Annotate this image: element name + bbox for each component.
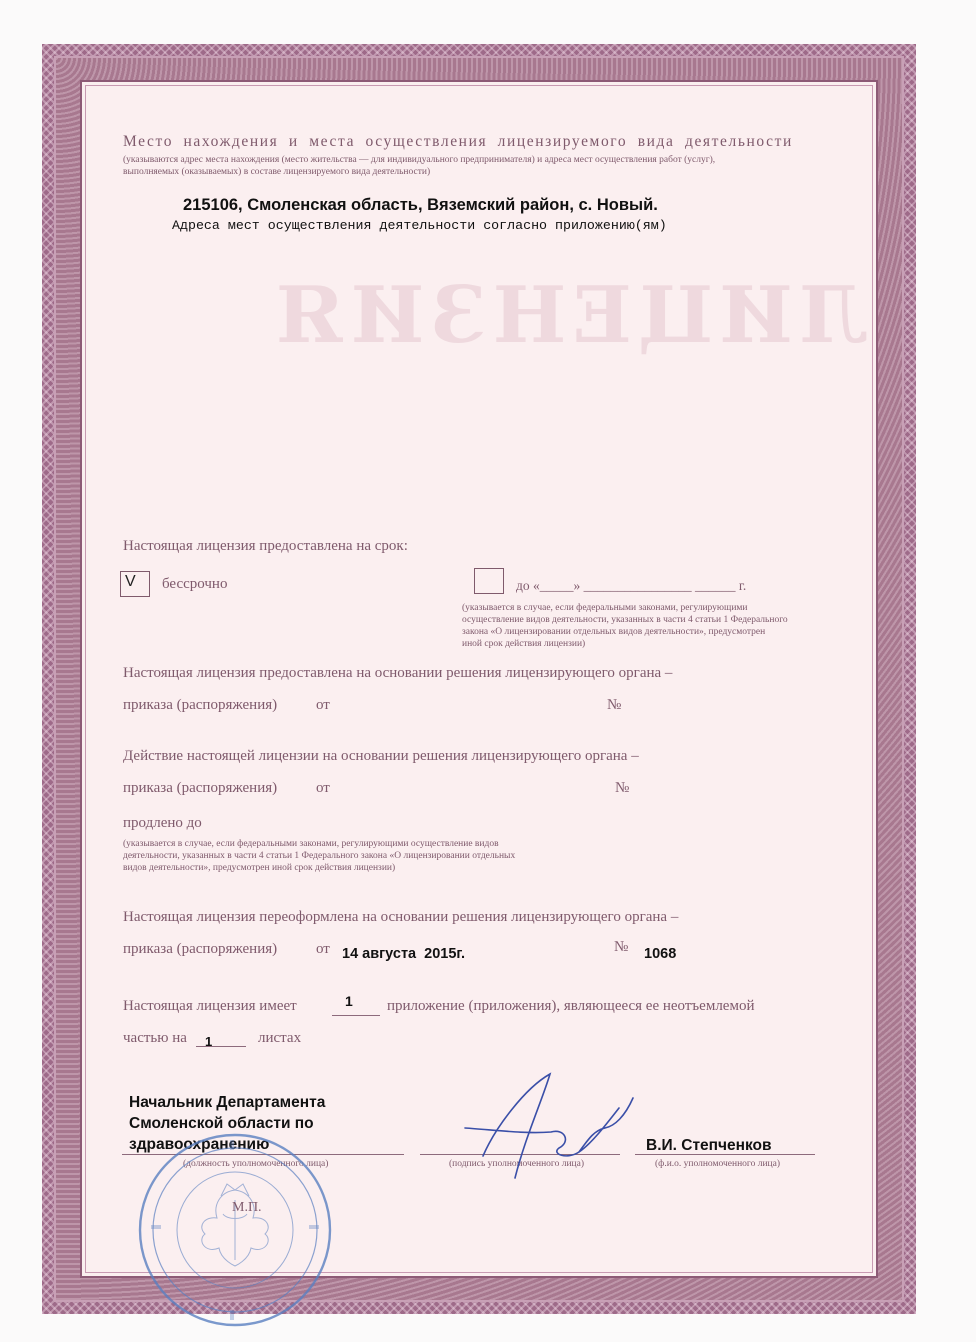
extension-note-line2: деятельности, указанных в части 4 статьи 1 Федерального закона «О лицензировании отдельных bbox=[123, 851, 516, 861]
appendix-sheets-value: 1 bbox=[205, 1034, 213, 1049]
indefinite-check-mark: V bbox=[125, 573, 136, 590]
until-note-line1: (указывается в случае, если федеральными законами, регулирующими bbox=[462, 603, 748, 613]
reissue-date-value: 14 августа 2015г. bbox=[342, 946, 466, 962]
location-note-line2: выполняемых (оказываемых) в составе лицензируемого вида деятельности) bbox=[123, 167, 431, 177]
extension-line1: Действие настоящей лицензии на основании решения лицензирующего органа – bbox=[123, 748, 639, 764]
signatory-position-line1: Начальник Департамента bbox=[129, 1094, 326, 1111]
signatory-name-value: В.И. Степченков bbox=[646, 1137, 772, 1154]
signature-caption: (подпись уполномоченного лица) bbox=[449, 1159, 585, 1169]
signatory-position-line2: Смоленской области по bbox=[129, 1115, 314, 1132]
until-note-line4: иной срок действия лицензии) bbox=[462, 639, 586, 649]
official-seal bbox=[135, 1130, 335, 1330]
name-caption: (ф.и.о. уполномоченного лица) bbox=[655, 1159, 781, 1169]
addresses-note: Адреса мест осуществления деятельности согласно приложению(ям) bbox=[172, 218, 667, 233]
appendix-line1-suffix: приложение (приложения), являющееся ее неотъемлемой bbox=[387, 998, 755, 1014]
extension-note-line3: видов деятельности», предусмотрен иной срок действия лицензии) bbox=[123, 863, 396, 873]
position-caption: (должность уполномоченного лица) bbox=[183, 1159, 329, 1169]
until-note-line3: закона «О лицензировании отдельных видов деятельности», предусмотрен bbox=[462, 627, 766, 637]
until-note-line2: осуществление видов деятельности, указанных в части 4 статьи 1 Федерального bbox=[462, 615, 788, 625]
signatory-position-line3: здравоохранению bbox=[129, 1136, 270, 1153]
appendix-sheets-underline bbox=[196, 1046, 246, 1047]
indefinite-label: бессрочно bbox=[162, 576, 228, 592]
appendix-line2-suffix: листах bbox=[258, 1030, 302, 1046]
until-checkbox bbox=[474, 568, 504, 594]
reissue-line1: Настоящая лицензия переоформлена на основании решения лицензирующего органа – bbox=[123, 909, 679, 925]
reissue-number-label: № bbox=[614, 939, 629, 955]
signature bbox=[455, 1068, 635, 1198]
reverse-side-print-through: ЛИЦЕНЗИЯ bbox=[270, 270, 868, 361]
basis-order-label: приказа (распоряжения) bbox=[123, 697, 278, 713]
location-note-line1: (указываются адрес места нахождения (место жительства — для индивидуального предпринимателя) и адреса мест осуществления работ (услуг), bbox=[123, 155, 716, 165]
indefinite-checkbox bbox=[120, 571, 150, 597]
appendix-line1-prefix: Настоящая лицензия имеет bbox=[123, 998, 297, 1014]
basis-line1: Настоящая лицензия предоставлена на основании решения лицензирующего органа – bbox=[123, 665, 673, 681]
seal-label: М.П. bbox=[232, 1200, 262, 1215]
term-heading: Настоящая лицензия предоставлена на срок: bbox=[123, 538, 408, 554]
extension-number-label: № bbox=[615, 780, 630, 796]
until-label: до «_____» ________________ ______ г. bbox=[516, 578, 747, 593]
extension-from-label: от bbox=[316, 780, 330, 796]
appendix-count-value: 1 bbox=[345, 993, 353, 1009]
appendix-line2-prefix: частью на bbox=[123, 1030, 187, 1046]
address-value: 215106, Смоленская область, Вяземский район, с. Новый. bbox=[183, 196, 658, 214]
extension-order-label: приказа (распоряжения) bbox=[123, 780, 278, 796]
appendix-count-underline bbox=[332, 1015, 380, 1016]
extended-until-label: продлено до bbox=[123, 815, 202, 831]
basis-from-label: от bbox=[316, 697, 330, 713]
extension-note-line1: (указывается в случае, если федеральными законами, регулирующими осуществление видов bbox=[123, 839, 499, 849]
location-heading: Место нахождения и места осуществления лицензируемого вида деятельности bbox=[123, 133, 793, 150]
reissue-number-value: 1068 bbox=[644, 946, 677, 962]
reissue-from-label: от bbox=[316, 941, 330, 957]
reissue-order-label: приказа (распоряжения) bbox=[123, 941, 278, 957]
basis-number-label: № bbox=[607, 697, 622, 713]
